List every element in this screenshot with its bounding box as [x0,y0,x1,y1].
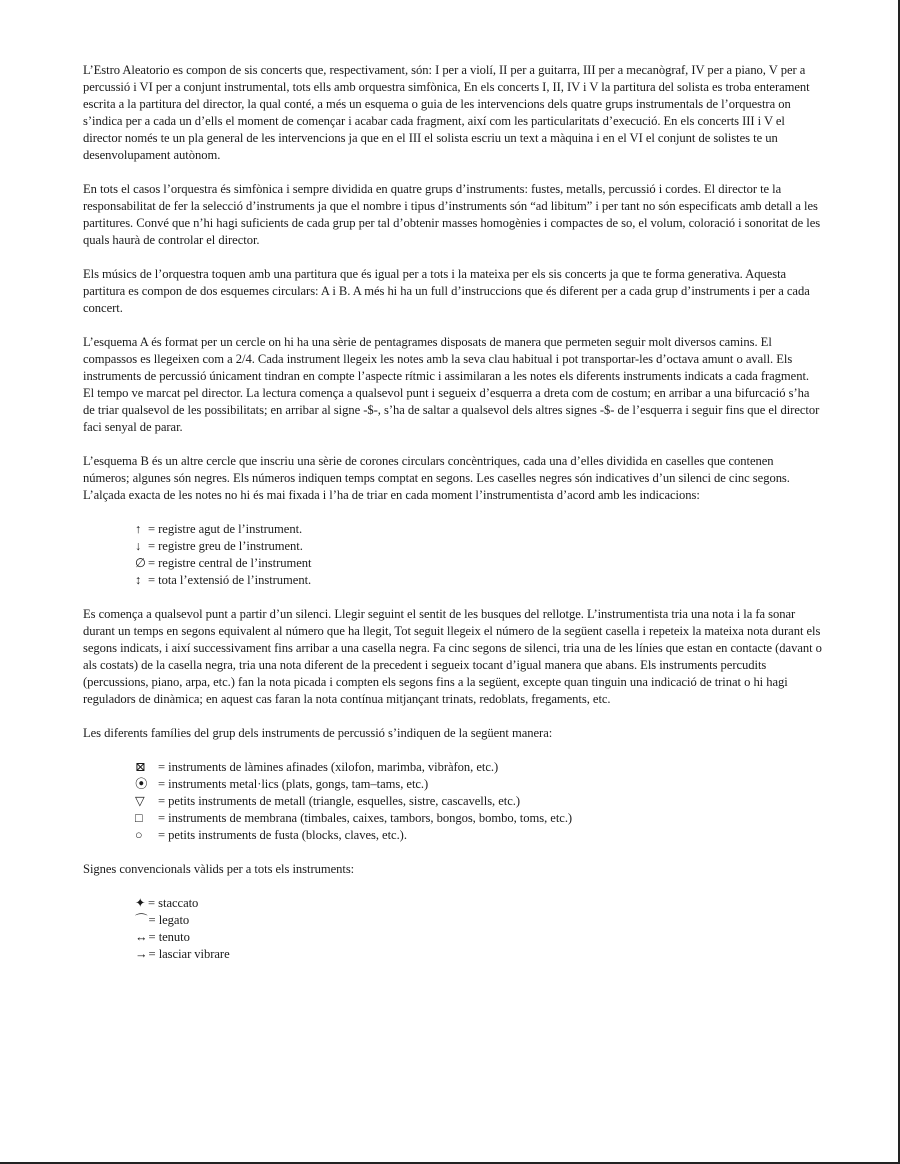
list-item-text: = instruments de làmines afinades (xilofon, marimba, vibràfon, etc.) [158,760,499,774]
list-item-text: = staccato [148,896,199,910]
list-item-text: = petits instruments de fusta (blocks, claves, etc.). [158,828,407,842]
circle-icon: ○ [135,828,143,842]
list-item-text: = instruments metal·lics (plats, gongs, tam–tams, etc.) [158,777,429,791]
arrow-up-icon: ↑ [135,522,142,536]
legato-arc-icon: ⌒ [135,913,148,927]
paragraph-scheme-a: L’esquema A és format per un cercle on hi ha una sèrie de pentagrames disposats de manera que permeten seguir molt diversos camins. El compassos es llegeixen com a 2/4. Cada instrument llegeix les notes amb la seva clau habitual i pot transportar-les d’octava amunt o avall. Els instruments de percussió únicament tindran en compte l’aspecte rítmic i assimilaran a les notes els diferents instruments indicats a cada fragment. El tempo ve marcat pel director. La lectura comença a qualsevol punt i segueix d’esquerra a dreta com de costum; en arribar a una bifurcació s’ha de triar qualsevol de les possibilitats; en arribar al signe -$-, s’ha de saltar a qualsevol dels altres signes -$- de l’esquerra i seguir fins que el director faci senyal de parar. [83,335,820,434]
paragraph-intro: L’Estro Aleatorio es compon de sis concerts que, respectivament, són: I per a violí, II per a guitarra, III per a mecanògraf, IV per a piano, V per a percussió i VI per a conjunt instrumental, tots ells amb orquestra simfònica, En els concerts I, II, IV i V la partitura del solista es troba enterament escrita a la partitura del director, la qual conté, a més un esquema o guia de les intervencions dels quatre grups instrumentals de l’orquestra on s’indica per a cada un d’ells el moment de començar i acabar cada fragment, així com les particularitats d’execució. En els concerts III i V el director només te un pla general de les intervencions ja que en el III el solista escriu un text a màquina i en el VI el conjunt de solistes te un desenvolupament autònom. [83,63,810,162]
list-item [135,793,823,810]
list-item-text: = tota l’extensió de l’instrument. [148,573,312,587]
list-item [135,912,823,929]
list-item [135,810,823,827]
arrow-right-icon: → [135,947,148,961]
circled-dot-icon: ⦿ [135,777,148,791]
list-item-text: = registre central de l’instrument [148,556,312,570]
list-item-text: = lasciar vibrare [148,947,230,961]
list-item-text: = tenuto [148,930,190,944]
crossed-box-icon: ⊠ [135,760,146,774]
list-item [135,572,823,589]
list-item-text: = registre greu de l’instrument. [148,539,303,553]
arrow-up-down-icon: ↕ [135,573,142,587]
list-item [135,895,823,912]
list-item [135,946,823,963]
list-item-text: = instruments de membrana (timbales, caixes, tambors, bongos, bombo, toms, etc.) [158,811,573,825]
register-list [135,521,823,589]
list-item [135,521,823,538]
paragraph-orchestra: En tots el casos l’orquestra és simfònica i sempre dividida en quatre grups d’instruments: fustes, metalls, percussió i cordes. El director te la responsabilitat de fer la selecció d’instruments ja que el nombre i tipus d’instruments són “ad libitum” i per tant no són especificats amb detall a les partitures. Convé que n’hi hagi suficients de cada grup per tal d’obtenir masses homogènies i compactes de so, el volum, coloració i sonoritat de les quals haurà de controlar el director. [83,182,821,247]
staccato-icon: ✦ [135,896,146,910]
list-item-text: = petits instruments de metall (triangle, esquelles, sistre, cascavells, etc.) [158,794,521,808]
tenuto-arrow-icon: ↔ [135,930,148,944]
list-item [135,929,823,946]
paragraph-percussion-intro: Les diferents famílies del grup dels instruments de percussió s’indiquen de la següent manera: [83,726,553,740]
list-item [135,538,823,555]
list-item-text: = legato [148,913,190,927]
list-item-text: = registre agut de l’instrument. [148,522,303,536]
percussion-list [135,759,823,844]
paragraph-signs-intro: Signes convencionals vàlids per a tots els instruments: [83,862,355,876]
triangle-down-icon: ▽ [135,794,145,808]
paragraph-scheme-b: L’esquema B és un altre cercle que inscriu una sèrie de corones circulars concèntriques, cada una d’elles dividida en caselles que contenen números; algunes són negres. Els números indiquen temps comptat en segons. Les caselles negres són indicatives d’un silenci de cinc segons. L’alçada exacta de les notes no hi és mai fixada i l’ha de triar en cada moment l’instrumentista d’acord amb les indicacions: [83,454,790,502]
empty-set-icon: ∅ [135,556,146,570]
list-item [135,776,823,793]
square-icon: □ [135,811,143,825]
list-item [135,555,823,572]
document-page [83,62,823,980]
paragraph-reading: Es comença a qualsevol punt a partir d’un silenci. Llegir seguint el sentit de les busques del rellotge. L’instrumentista tria una nota i la fa sonar durant un temps en segons equivalent al número que ha llegit, Tot seguit llegeix el número de la següent casella i repeteix la mateixa nota durant els segons indicats, i així successivament fins arribar a una casella negra. Fa cinc segons de silenci, tria una de les línies que estan en contacte (davant o als costats) de la casella negra, tria una nota diferent de la precedent i segueix tocant d’igual manera que abans. Els instruments percudits (percussions, piano, arpa, etc.) fan la nota picada i compten els segons fins a la següent, excepte quan tinguin una indicació de trinat o hi hagi reguladors de dinàmica; en aquest cas faran la nota contínua mitjançant trinats, redoblats, fregaments, etc. [83,607,822,706]
paragraph-score: Els músics de l’orquestra toquen amb una partitura que és igual per a tots i la mateixa per els sis concerts ja que te forma generativa. Aquesta partitura es compon de dos esquemes circulars: A i B. A més hi ha un full d’instruccions que és diferent per a cada grup d’instruments i per a cada concert. [83,267,810,315]
list-item [135,827,823,844]
list-item [135,759,823,776]
signs-list [135,895,823,963]
arrow-down-icon: ↓ [135,539,142,553]
